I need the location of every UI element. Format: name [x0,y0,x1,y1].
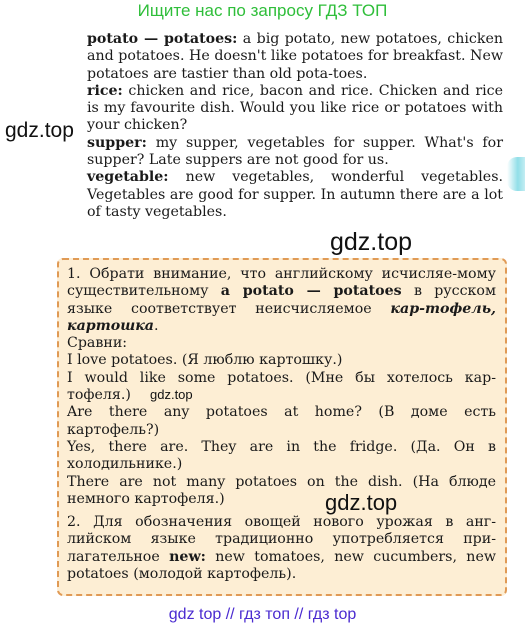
note-text: . [154,317,159,334]
note-example: I would like some potatoes. (Мне бы хотелось кар-тофеля.) [67,369,496,404]
vocab-term: vegetable: [87,169,169,186]
watermark: gdz.top [150,387,193,402]
vocab-text: a big potato, new potatoes, chicken and potatoes. He doesn't like potatoes for breakfast. New potatoes are tastier than old pota-toes. [87,31,503,82]
note-text: Обрати внимание, что английскому исчисляе-мому существительному [67,266,496,300]
vocab-text: my supper, vegetables for supper. What's for supper? Late suppers are not good for us. [87,134,503,169]
note-ru-terms: кар-тофель, картошка [67,300,496,334]
vocab-entry-supper [87,135,503,170]
note-term: a potato — potatoes [220,283,402,300]
note-item-2 [67,514,496,583]
vocab-entry-rice [87,83,503,135]
watermark: gdz.top [5,119,74,142]
vocab-text: new vegetables, wonderful vegetables. Vegetables are good for supper. In autumn there are a lot of tasty vegetables. [87,169,503,220]
note-text: в русском языке соответствует неисчисляемое [67,283,496,317]
note-example: Yes, there are. They are in the fridge. (Да. Он в холодильнике.) [67,438,496,473]
vocabulary-list [87,31,503,221]
vocab-term: supper: [87,134,147,151]
note-text: new tomatoes, new cucumbers, new potatoes (молодой картофель). [67,548,496,583]
vocab-term: rice: [87,82,123,99]
page-edge-tab [507,157,525,191]
note-example: There are not many potatoes on the dish. (На блюде немного картофеля.) [67,473,496,507]
note-example: Are there any potatoes at home? (В доме есть картофель?) [67,404,496,438]
watermark: gdz.top [330,228,413,256]
note-number: 2. [67,514,81,531]
note-text: Для обозначения овощей нового урожая в анг-лийском языке традиционно употребляется при-лагательное [67,514,496,565]
vocab-entry-vegetable [87,169,503,221]
vocab-text: chicken and rice, bacon and rice. Chicken and rice is my favourite dish. Would you like rice or potatoes with your chicken? [87,82,503,134]
top-banner: Ищите нас по запросу ГДЗ ТОП [137,1,388,20]
grammar-note [67,266,496,583]
note-example: I love potatoes. (Я люблю картошку.) [67,352,343,369]
note-number: 1. [67,266,81,282]
footer-banner: gdz top // гдз топ // гдз top [168,606,357,623]
watermark: gdz.top [325,490,398,515]
note-compare-label: Сравни: [67,335,128,352]
note-term: new: [169,548,206,565]
vocab-term: potato — potatoes: [87,31,238,47]
note-item-1 [67,266,496,335]
vocab-entry-potato [87,31,503,83]
